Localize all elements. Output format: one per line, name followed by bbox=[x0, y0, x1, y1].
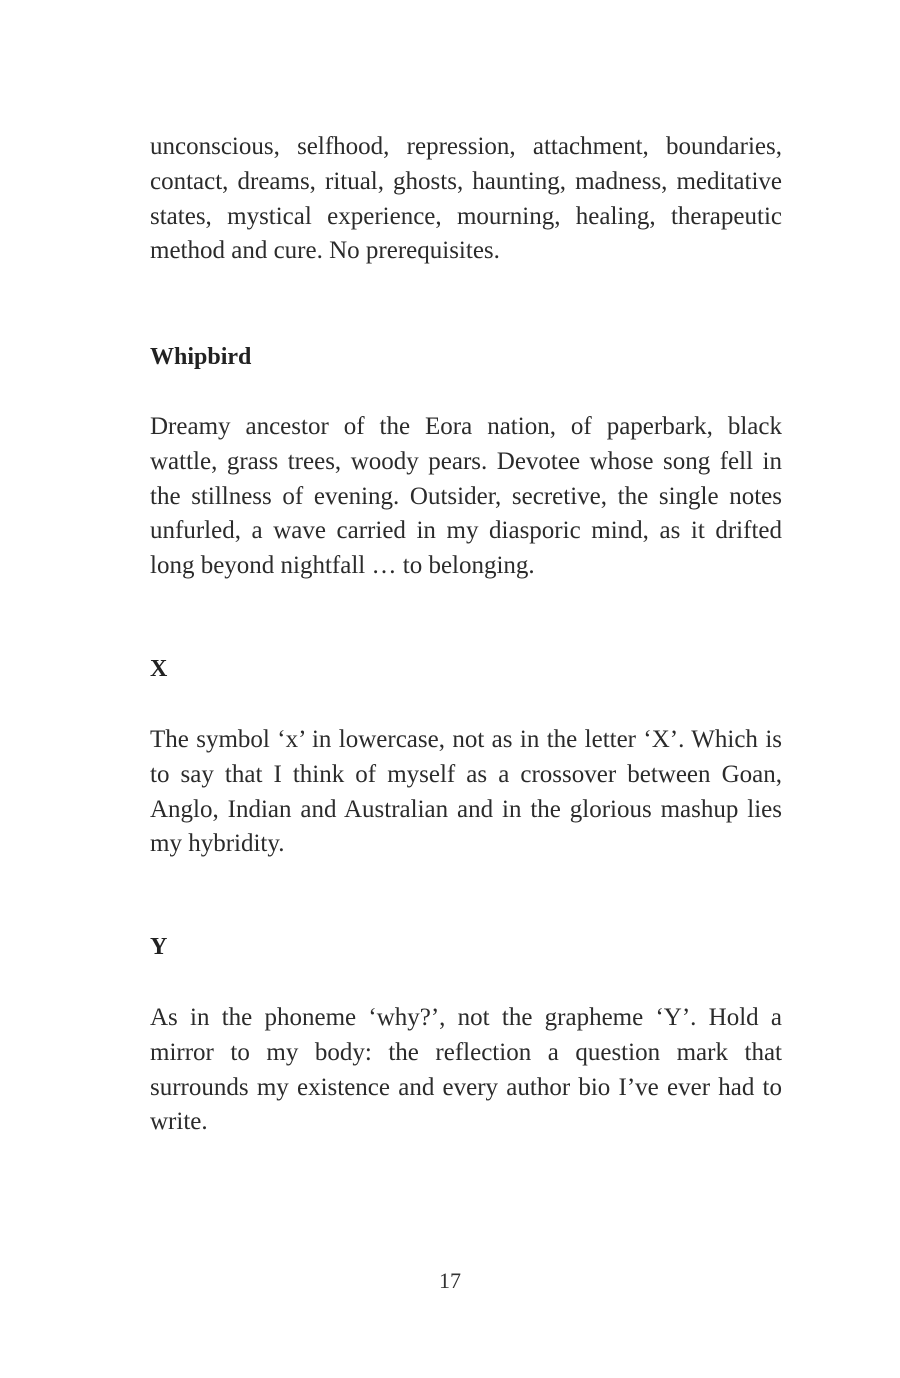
x-paragraph: The symbol ‘x’ in lowercase, not as in the letter ‘X’. Which is to say that I think of myself as a crossover between Goan, Anglo, Indian and Australian and in the glorious mashup lies my hybridity. bbox=[150, 726, 782, 858]
y-paragraph: As in the phoneme ‘why?’, not the grapheme ‘Y’. Hold a mirror to my body: the reflection a question mark that surrounds my existence and every author bio I’ve ever had to write. bbox=[150, 1004, 782, 1136]
intro-paragraph: unconscious, selfhood, repression, attachment, boundaries, contact, dreams, ritual, ghosts, haunting, madness, meditative states, mystical experience, mourning, healing, therapeutic method and cure. No prerequisites. bbox=[150, 133, 782, 265]
y-heading: Y bbox=[150, 934, 168, 960]
whipbird-heading: Whipbird bbox=[150, 344, 252, 370]
x-heading: X bbox=[150, 656, 168, 682]
page-number: 17 bbox=[439, 1268, 461, 1293]
whipbird-paragraph: Dreamy ancestor of the Eora nation, of paperbark, black wattle, grass trees, woody pears. Devotee whose song fell in the stillness of evening. Outsider, secretive, the single notes unfurled, a wave carried in my diasporic mind, as it drifted long beyond nightfall … to belonging. bbox=[150, 413, 782, 580]
